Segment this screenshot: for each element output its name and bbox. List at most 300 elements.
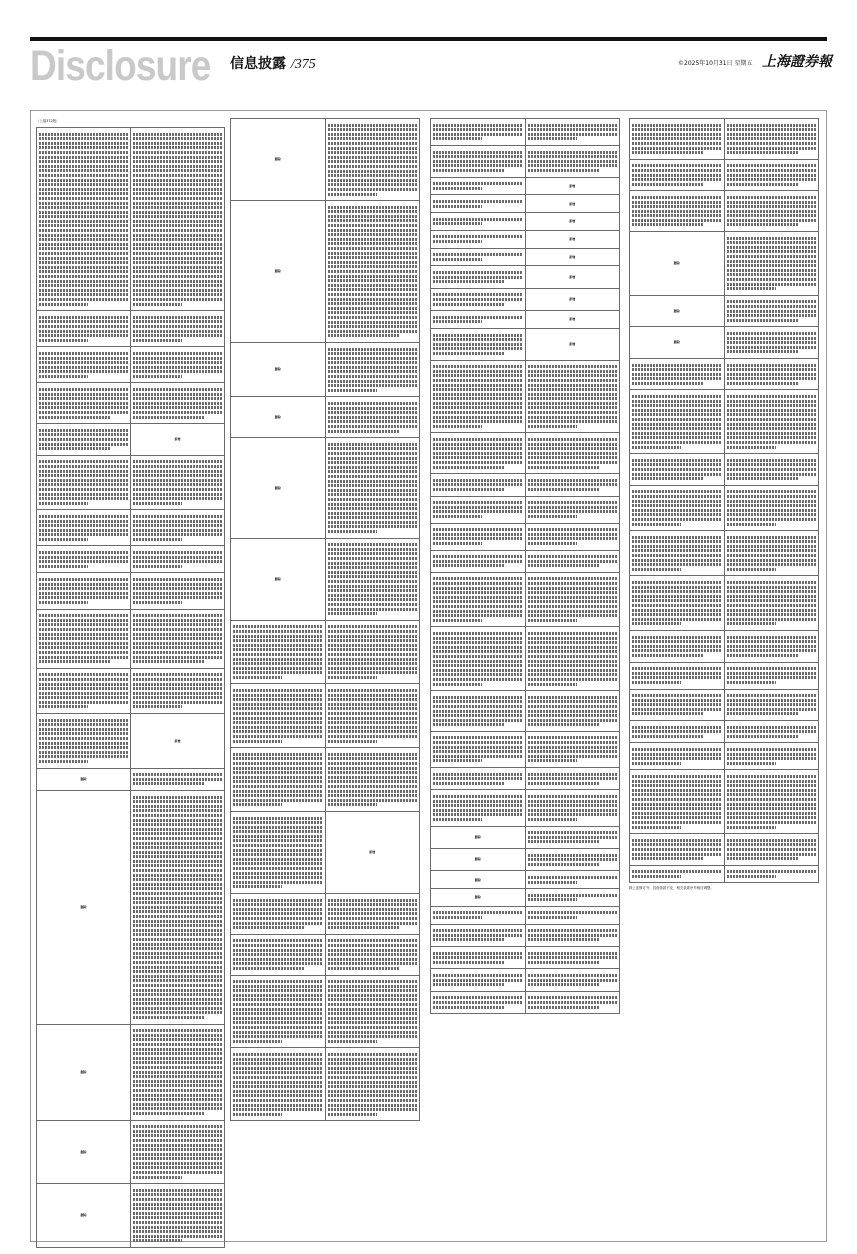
text-line [328, 562, 418, 565]
text-line [632, 441, 722, 444]
text-line [328, 1067, 418, 1070]
amendment-table [430, 118, 620, 1014]
text-line [133, 1089, 222, 1092]
text-line [632, 540, 722, 543]
table-row [431, 572, 620, 627]
clause-text [724, 119, 819, 160]
text-line [133, 339, 182, 342]
text-line [528, 582, 618, 585]
text-line [328, 912, 418, 915]
text-line [632, 676, 722, 679]
text-line [433, 809, 523, 812]
text-line [328, 452, 418, 455]
text-line [632, 821, 722, 824]
text-line [528, 447, 618, 450]
text-line [632, 196, 722, 199]
text-line [528, 619, 577, 622]
text-line [328, 589, 418, 592]
clause-text [431, 572, 526, 627]
text-line [632, 803, 722, 806]
text-line [727, 174, 817, 177]
table-row [37, 455, 225, 510]
clause-text [525, 496, 620, 523]
text-line [433, 133, 523, 136]
text-line [328, 662, 418, 665]
text-line [133, 846, 222, 849]
text-line [133, 678, 222, 681]
clause-text [431, 288, 526, 310]
text-line [433, 402, 523, 405]
text-line [233, 740, 282, 743]
text-line [328, 703, 418, 706]
text-line [328, 124, 418, 127]
text-line [632, 636, 722, 639]
text-line [39, 533, 128, 536]
text-line [528, 974, 618, 977]
text-line [528, 746, 618, 749]
text-line [233, 1003, 323, 1006]
text-line [39, 416, 110, 419]
text-line [39, 637, 128, 640]
table-row [37, 128, 225, 311]
text-line [328, 753, 418, 756]
text-line [133, 1239, 182, 1242]
text-line [727, 793, 817, 796]
text-line [39, 270, 128, 273]
text-line [233, 1040, 282, 1043]
text-line [328, 215, 418, 218]
text-line [727, 264, 817, 267]
text-line [528, 128, 618, 131]
text-line [433, 533, 523, 536]
text-line [233, 767, 323, 770]
text-line [133, 993, 222, 996]
clause-text [431, 177, 526, 195]
clause-text [724, 576, 819, 631]
text-line [528, 402, 618, 405]
text-line [328, 580, 418, 583]
table-row [630, 232, 819, 296]
text-line [328, 707, 418, 710]
text-line [133, 375, 182, 378]
text-line [727, 373, 817, 376]
text-line [133, 1189, 222, 1192]
text-line [632, 178, 722, 181]
text-line [328, 735, 418, 738]
text-line [727, 712, 799, 715]
text-line [39, 497, 128, 500]
text-line [632, 793, 722, 796]
text-line [433, 750, 523, 753]
text-line [727, 473, 817, 476]
text-line [133, 1125, 222, 1128]
text-line [39, 701, 128, 704]
text-line [133, 796, 222, 799]
text-line [328, 420, 418, 423]
text-line [433, 678, 523, 681]
text-line [727, 223, 799, 226]
text-line [328, 585, 418, 588]
text-line [133, 1216, 222, 1219]
text-line [328, 1099, 418, 1102]
text-line [39, 479, 128, 482]
text-line [528, 782, 600, 785]
text-line [328, 284, 418, 287]
text-line [433, 956, 523, 959]
text-line [328, 357, 418, 360]
clause-text [724, 232, 819, 296]
text-line [39, 174, 128, 177]
text-line [328, 1053, 418, 1056]
section-title [230, 53, 316, 73]
text-line [528, 813, 618, 816]
deleted-marker: 删除 [37, 1184, 131, 1248]
text-line [727, 672, 817, 675]
clause-text [131, 455, 225, 510]
text-line [328, 142, 418, 145]
text-line [528, 637, 618, 640]
text-line [328, 457, 418, 460]
table-row [431, 627, 620, 691]
text-line [39, 133, 128, 136]
clause-text [525, 906, 620, 924]
text-line [433, 560, 523, 563]
text-line [632, 609, 722, 612]
text-line [433, 800, 523, 803]
clause-text [431, 496, 526, 523]
text-line [133, 397, 222, 400]
text-line [632, 857, 704, 860]
clause-text [525, 119, 620, 146]
text-line [328, 183, 418, 186]
text-line [727, 500, 817, 503]
text-line [39, 160, 128, 163]
text-line [39, 303, 88, 306]
text-line [328, 334, 400, 337]
text-line [632, 427, 722, 430]
text-line [433, 164, 523, 167]
text-line [328, 994, 418, 997]
text-line [528, 393, 618, 396]
text-line [727, 748, 817, 751]
table-row [630, 119, 819, 160]
text-line [233, 1108, 323, 1111]
text-line [632, 699, 722, 702]
text-line [328, 949, 418, 952]
text-line [528, 515, 577, 518]
text-line [528, 456, 618, 459]
text-line [133, 1043, 222, 1046]
clause-text [37, 383, 131, 424]
text-line [328, 525, 418, 528]
text-line [433, 555, 523, 558]
text-line [133, 460, 222, 463]
text-line [727, 563, 817, 566]
text-line [528, 831, 618, 834]
table-row [431, 947, 620, 969]
text-line [433, 755, 523, 758]
text-line [133, 488, 222, 491]
text-line [233, 648, 323, 651]
text-line [233, 1104, 323, 1107]
text-line [528, 411, 618, 414]
text-line [233, 726, 323, 729]
text-line [233, 630, 323, 633]
clause-text [630, 531, 725, 576]
clause-text [131, 347, 225, 383]
text-line [328, 352, 418, 355]
text-line [433, 938, 505, 941]
text-line [133, 1080, 222, 1083]
text-line [328, 1021, 418, 1024]
clause-text [630, 358, 725, 390]
text-line [632, 694, 722, 697]
clause-text [525, 731, 620, 767]
text-line [727, 613, 817, 616]
text-line [433, 759, 482, 762]
text-line [328, 275, 418, 278]
deleted-marker: 删除 [231, 438, 326, 538]
clause-text [325, 397, 420, 438]
table-row [431, 691, 620, 732]
table-row [37, 347, 225, 383]
text-line [528, 858, 618, 861]
text-line [233, 635, 323, 638]
text-line [528, 854, 618, 857]
text-line [133, 1066, 222, 1069]
text-line [528, 934, 618, 937]
text-line [528, 632, 618, 635]
table-row [231, 684, 420, 748]
text-line [528, 669, 618, 672]
table-row [37, 424, 225, 456]
text-line [133, 633, 222, 636]
text-line [133, 1171, 222, 1174]
clause-text [724, 531, 819, 576]
text-line [632, 672, 722, 675]
clause-text [431, 360, 526, 433]
text-line [433, 911, 523, 914]
text-line [727, 237, 817, 240]
text-line [328, 147, 418, 150]
table-row [630, 865, 819, 883]
text-line [528, 155, 618, 158]
text-line [528, 705, 618, 708]
text-line [528, 488, 600, 491]
table-row [431, 145, 620, 177]
clause-text [431, 266, 526, 288]
text-line [433, 591, 523, 594]
text-line [727, 803, 817, 806]
text-line [233, 917, 323, 920]
text-line [433, 447, 523, 450]
clause-text [724, 485, 819, 530]
text-line [433, 641, 523, 644]
text-line [632, 563, 722, 566]
text-line [433, 777, 523, 780]
text-line [328, 717, 418, 720]
text-line [632, 654, 704, 657]
text-line [433, 479, 523, 482]
text-line [632, 219, 722, 222]
text-line [328, 644, 418, 647]
text-line [328, 370, 418, 373]
text-line [328, 1076, 418, 1079]
text-line [39, 583, 128, 586]
text-line [133, 805, 222, 808]
text-line [727, 821, 817, 824]
text-line [433, 169, 505, 172]
text-line [528, 555, 618, 558]
text-line [632, 495, 722, 498]
text-line [727, 549, 817, 552]
text-line [632, 599, 722, 602]
deleted-marker: 删除 [431, 871, 526, 889]
text-line [433, 655, 523, 658]
text-line [433, 683, 482, 686]
text-line [528, 133, 618, 136]
text-line [233, 753, 323, 756]
issue-date: ©2025年10月31日 星期五 [678, 60, 753, 67]
text-line [233, 862, 323, 865]
text-line [133, 352, 222, 355]
text-line [433, 160, 523, 163]
text-line [133, 1002, 222, 1005]
text-line [528, 614, 618, 617]
text-line [133, 261, 222, 264]
clause-text [630, 662, 725, 689]
text-line [39, 737, 128, 740]
text-line [133, 275, 222, 278]
text-line [133, 623, 222, 626]
text-line [433, 813, 523, 816]
clause-text [525, 947, 620, 969]
clause-text [325, 201, 420, 343]
text-line [133, 366, 222, 369]
text-line [632, 404, 722, 407]
text-line [727, 427, 817, 430]
text-line [528, 881, 577, 884]
text-line [632, 523, 681, 526]
text-line [328, 917, 418, 920]
text-line [133, 234, 222, 237]
text-line [133, 524, 222, 527]
text-line [727, 278, 817, 281]
text-line [528, 542, 577, 545]
text-line [39, 746, 128, 749]
text-line [133, 966, 222, 969]
text-line [133, 416, 204, 419]
text-line [632, 413, 722, 416]
text-line [328, 470, 418, 473]
text-line [233, 958, 323, 961]
text-line [632, 735, 704, 738]
text-line [133, 406, 222, 409]
text-line [727, 287, 776, 290]
table-row [431, 213, 620, 231]
text-line [433, 271, 523, 274]
clause-text [431, 550, 526, 572]
text-line [133, 1075, 222, 1078]
masthead-rule [30, 37, 827, 41]
text-line [727, 870, 817, 873]
text-line [233, 872, 323, 875]
text-line [233, 1021, 323, 1024]
text-line [328, 1026, 418, 1029]
text-line [39, 261, 128, 264]
text-line [328, 389, 377, 392]
text-line [433, 370, 523, 373]
text-line [632, 604, 722, 607]
text-line [528, 1006, 600, 1009]
text-line [528, 938, 600, 941]
text-line [133, 470, 222, 473]
text-line [632, 816, 722, 819]
text-line [133, 970, 222, 973]
text-line [433, 610, 523, 613]
text-line [233, 899, 323, 902]
text-line [233, 712, 323, 715]
text-line [433, 483, 523, 486]
text-line [727, 540, 817, 543]
text-line [727, 332, 817, 335]
text-line [433, 501, 523, 504]
text-line [133, 551, 222, 554]
text-line [328, 380, 418, 383]
text-line [328, 288, 418, 291]
text-line [328, 958, 418, 961]
clause-text [724, 630, 819, 662]
text-line [233, 658, 323, 661]
text-line [433, 128, 523, 131]
text-line [433, 705, 523, 708]
text-line [133, 515, 222, 518]
clause-text [325, 894, 420, 935]
clause-text [724, 327, 819, 359]
text-line [133, 823, 222, 826]
deleted-marker: 删除 [231, 342, 326, 397]
text-line [632, 568, 681, 571]
text-line [133, 646, 222, 649]
text-line [727, 432, 817, 435]
text-line [233, 689, 323, 692]
text-line [39, 529, 128, 532]
text-line [433, 258, 482, 261]
text-line [328, 1094, 418, 1097]
text-line [39, 238, 128, 241]
text-line [233, 776, 323, 779]
text-line [39, 623, 128, 626]
text-line [727, 848, 817, 851]
text-line [632, 423, 722, 426]
clause-text [131, 1120, 225, 1184]
text-line [433, 952, 523, 955]
text-line [233, 908, 323, 911]
text-line [528, 641, 618, 644]
table-row [431, 311, 620, 329]
table-row [431, 924, 620, 946]
text-line [328, 799, 418, 802]
clause-text [431, 790, 526, 826]
text-line [528, 723, 600, 726]
text-line [328, 425, 418, 428]
text-line [133, 778, 222, 781]
text-line [727, 826, 776, 829]
text-line [39, 633, 128, 636]
text-line [433, 200, 523, 203]
text-line [528, 537, 618, 540]
text-line [328, 767, 418, 770]
